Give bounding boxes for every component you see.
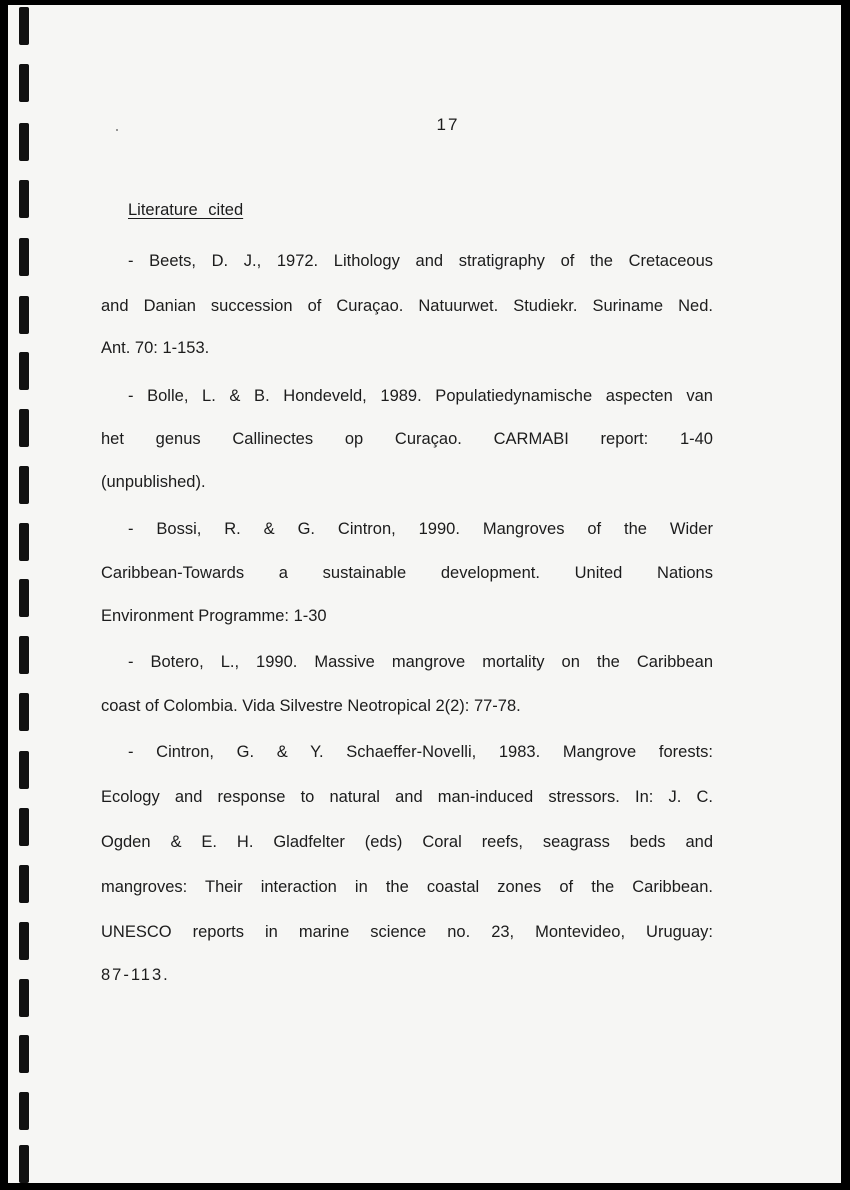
binding-hole bbox=[19, 865, 29, 903]
document-page bbox=[8, 5, 841, 1183]
reference-line: 87-113. bbox=[101, 966, 170, 984]
scan-speck bbox=[116, 129, 118, 131]
reference-line: UNESCO reports in marine science no. 23, Montevideo, Uruguay: bbox=[101, 923, 713, 941]
reference-line: Ecology and response to natural and man-induced stressors. In: J. C. bbox=[101, 788, 713, 806]
reference-line: - Bolle, L. & B. Hondeveld, 1989. Populatiedynamische aspecten van bbox=[128, 387, 713, 405]
binding-hole bbox=[19, 466, 29, 504]
binding-hole bbox=[19, 64, 29, 102]
binding-hole bbox=[19, 979, 29, 1017]
reference-line: Caribbean-Towards a sustainable development. United Nations bbox=[101, 564, 713, 582]
binding-hole bbox=[19, 7, 29, 45]
section-heading: Literature cited bbox=[128, 201, 244, 219]
binding-hole bbox=[19, 579, 29, 617]
reference-line: (unpublished). bbox=[101, 473, 206, 491]
reference-line: and Danian succession of Curaçao. Natuurwet. Studiekr. Suriname Ned. bbox=[101, 297, 713, 315]
binding-hole bbox=[19, 238, 29, 276]
binding-hole bbox=[19, 296, 29, 334]
binding-hole bbox=[19, 922, 29, 960]
binding-hole bbox=[19, 123, 29, 161]
page-number: 17 bbox=[436, 115, 460, 134]
reference-line: - Bossi, R. & G. Cintron, 1990. Mangroves of the Wider bbox=[128, 520, 713, 538]
reference-line: Ogden & E. H. Gladfelter (eds) Coral reefs, seagrass beds and bbox=[101, 833, 713, 851]
binding-hole bbox=[19, 1035, 29, 1073]
binding-hole bbox=[19, 180, 29, 218]
binding-hole bbox=[19, 409, 29, 447]
reference-line: - Cintron, G. & Y. Schaeffer-Novelli, 1983. Mangrove forests: bbox=[128, 743, 713, 761]
binding-hole bbox=[19, 808, 29, 846]
reference-line: het genus Callinectes op Curaçao. CARMABI report: 1-40 bbox=[101, 430, 713, 448]
reference-line: - Botero, L., 1990. Massive mangrove mortality on the Caribbean bbox=[128, 653, 713, 671]
binding-hole bbox=[19, 693, 29, 731]
binding-hole bbox=[19, 636, 29, 674]
comb-binding bbox=[8, 5, 40, 1183]
binding-hole bbox=[19, 1145, 29, 1183]
reference-line: mangroves: Their interaction in the coastal zones of the Caribbean. bbox=[101, 878, 713, 896]
reference-line: coast of Colombia. Vida Silvestre Neotropical 2(2): 77-78. bbox=[101, 697, 521, 715]
binding-hole bbox=[19, 751, 29, 789]
reference-line: - Beets, D. J., 1972. Lithology and stratigraphy of the Cretaceous bbox=[128, 252, 713, 270]
binding-hole bbox=[19, 1092, 29, 1130]
binding-hole bbox=[19, 523, 29, 561]
reference-line: Ant. 70: 1-153. bbox=[101, 339, 210, 357]
binding-hole bbox=[19, 352, 29, 390]
reference-line: Environment Programme: 1-30 bbox=[101, 607, 327, 625]
